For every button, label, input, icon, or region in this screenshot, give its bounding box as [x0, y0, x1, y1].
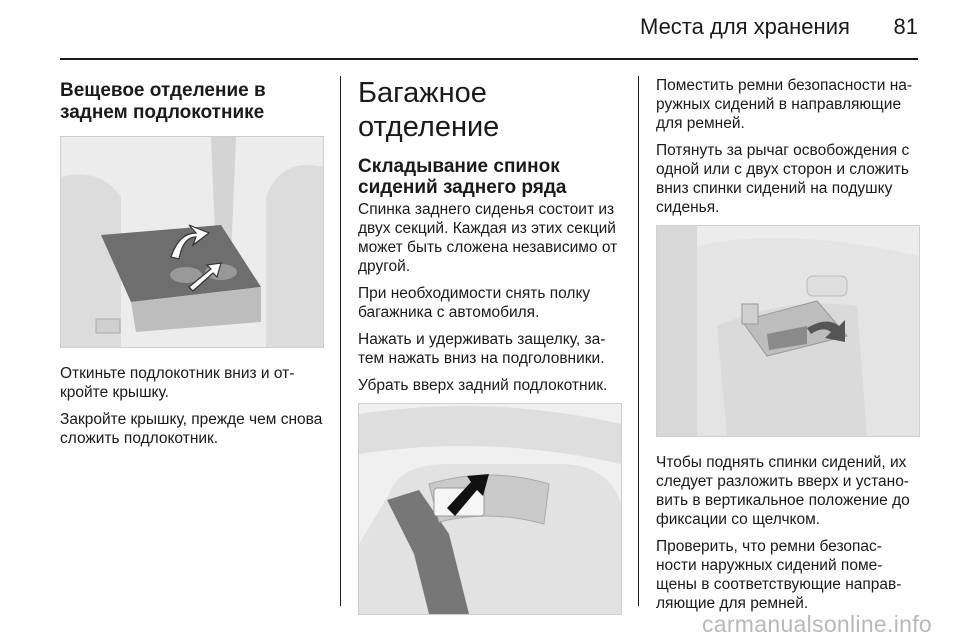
- section-heading: Вещевое отделение в заднем подлокотнике: [60, 80, 266, 123]
- paragraph: Спинка заднего сиденья состоит из двух секций. Каждая из этих секций может быть сложена независимо от другой.: [358, 201, 618, 275]
- watermark: carmanualsonline.info: [701, 611, 932, 637]
- paragraph: Закройте крышку, прежде чем снова сложить подлокотник.: [60, 411, 323, 447]
- paragraph: Убрать вверх задний подлокотник.: [358, 377, 608, 394]
- paragraph: Откиньте подлокотник вниз и от-кройте крышку.: [60, 365, 295, 401]
- paragraph: Чтобы поднять спинки сидений, их следует разложить вверх и устано-вить в вертикальное положение до фиксации со щелчком.: [656, 454, 910, 528]
- paragraph: Нажать и удерживать защелку, за-тем нажать вниз на подголовники.: [358, 331, 606, 367]
- column-seat-folding: [656, 76, 920, 621]
- header-divider: [60, 58, 918, 60]
- column-divider: [340, 76, 341, 606]
- paragraph: Потянуть за рычаг освобождения с одной или с двух сторон и сложить вниз спинки сидений на подушку сиденья.: [656, 142, 910, 216]
- paragraph: Проверить, что ремни безопас-ности наружных сидений поме-щены в соответствующие направ-ляющие для ремней.: [656, 538, 902, 612]
- armrest-illustration: [60, 136, 324, 348]
- section-title: Багажное отделение: [358, 77, 500, 143]
- paragraph: Поместить ремни безопасности на-ружных сидений в направляющие для ремней.: [656, 77, 913, 132]
- paragraph: При необходимости снять полку багажника с автомобиля.: [358, 285, 591, 321]
- page-header-title: Места для хранения: [640, 14, 850, 39]
- subsection-heading: Складывание спинок сидений заднего ряда: [358, 156, 567, 198]
- column-armrest-storage: [60, 76, 324, 456]
- page-number: 81: [893, 14, 918, 39]
- seat-release-lever-illustration: [656, 225, 920, 437]
- column-divider: [638, 76, 639, 606]
- headrest-latch-illustration: [358, 403, 622, 615]
- column-luggage-compartment: [358, 76, 622, 615]
